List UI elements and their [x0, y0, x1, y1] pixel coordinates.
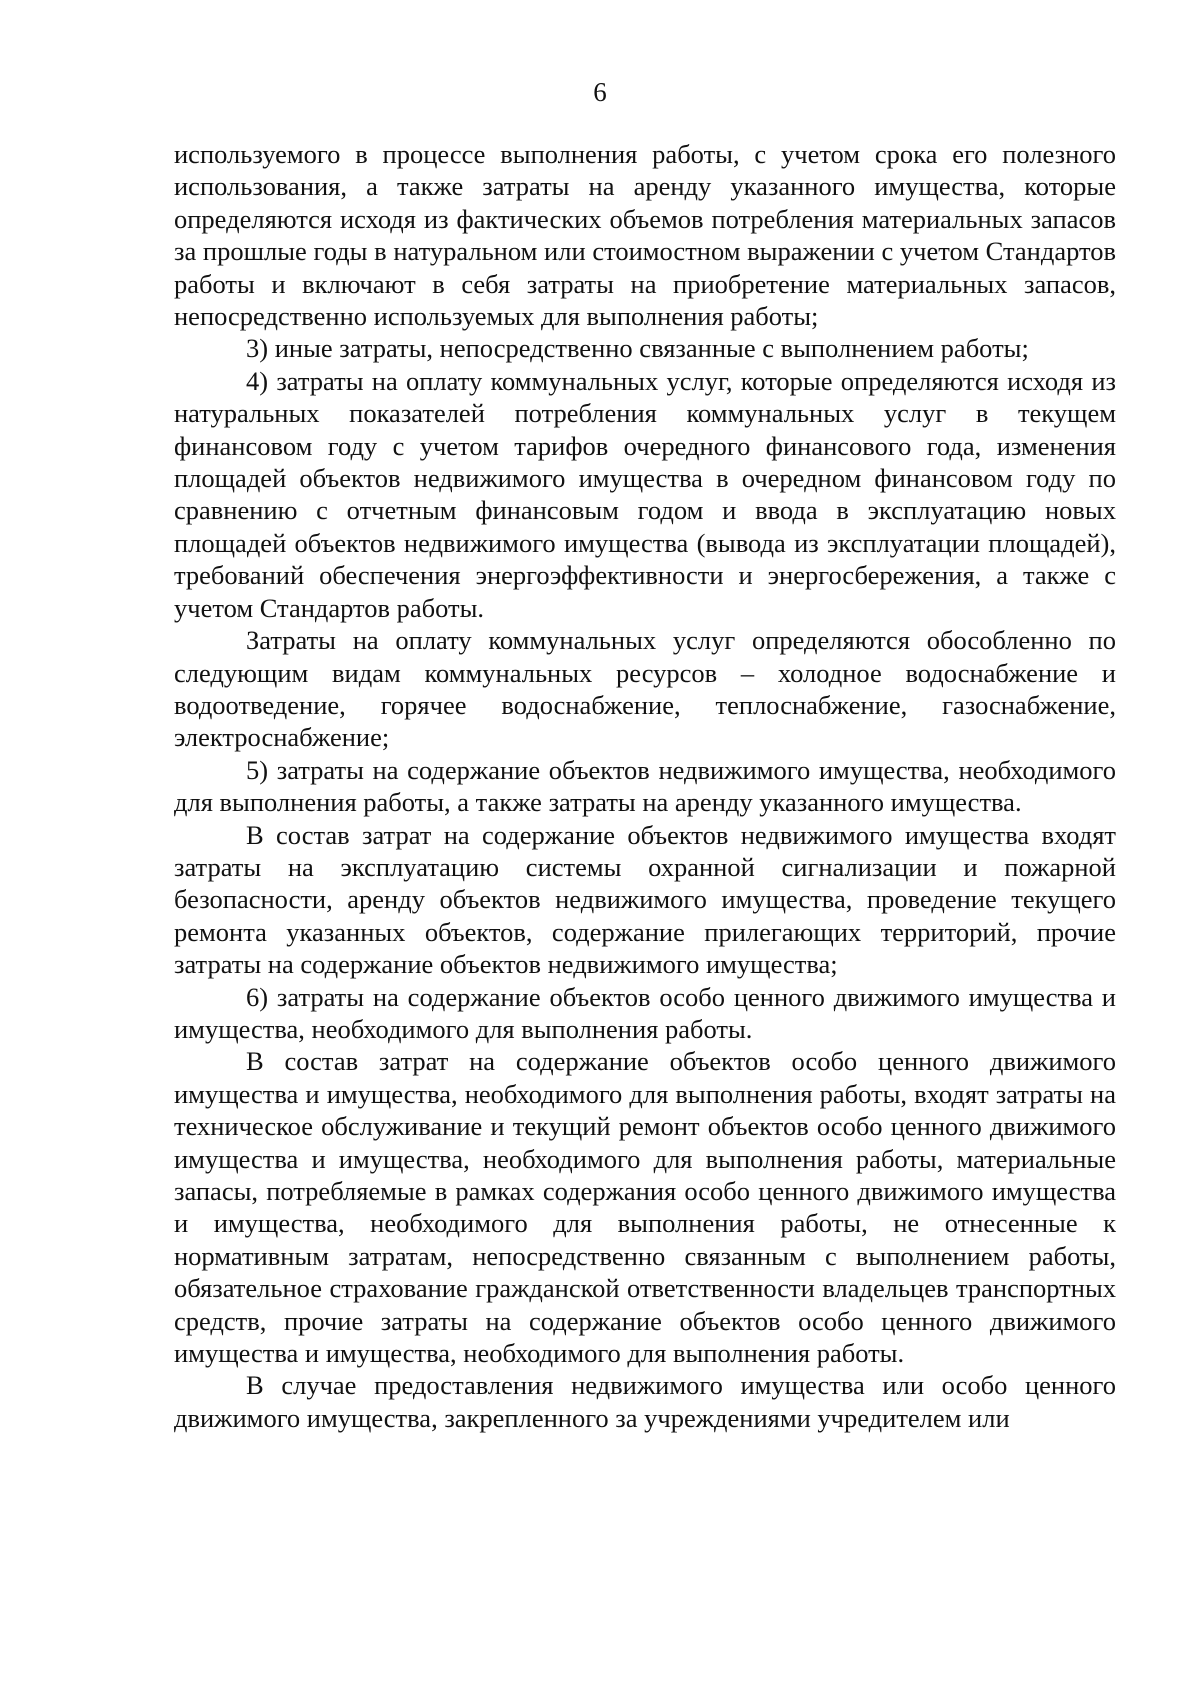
paragraph: В состав затрат на содержание объектов недвижимого имущества входят затраты на эксплуатацию системы охранной сигнализации и пожарной безопасности, аренду объектов недвижимого имущества, проведение текущего ремонта указанных объектов, содержание прилегающих территорий, прочие затраты на содержание объектов недвижимого имущества; [174, 819, 1116, 980]
paragraph: В случае предоставления недвижимого имущества или особо ценного движимого имущества, закрепленного за учреждениями учредителем или [174, 1370, 1116, 1433]
paragraph: Затраты на оплату коммунальных услуг определяются обособленно по следующим видам коммунальных ресурсов – холодное водоснабжение и водоотведение, горячее водоснабжение, теплоснабжение, газоснабжение, электроснабжение; [174, 625, 1116, 753]
paragraph: В состав затрат на содержание объектов особо ценного движимого имущества и имущества, необходимого для выполнения работы, входят затраты на техническое обслуживание и текущий ремонт объектов особо ценного движимого имущества и имущества, необходимого для выполнения работы, материальные запасы, потребляемые в рамках содержания особо ценного движимого имущества и имущества, необходимого для выполнения работы, не отнесенные к нормативным затратам, непосредственно связанным с выполнением работы, обязательное страхование гражданской ответственности владельцев транспортных средств, прочие затраты на содержание объектов особо ценного движимого имущества и имущества, необходимого для выполнения работы. [174, 1046, 1116, 1369]
document-body [174, 138, 1116, 1434]
paragraph: 6) затраты на содержание объектов особо ценного движимого имущества и имущества, необходимого для выполнения работы. [174, 981, 1116, 1044]
paragraph: 5) затраты на содержание объектов недвижимого имущества, необходимого для выполнения работы, а также затраты на аренду указанного имущества. [174, 754, 1116, 818]
paragraph: используемого в процессе выполнения работы, с учетом срока его полезного использования, а также затраты на аренду указанного имущества, которые определяются исходя из фактических объемов потребления материальных запасов за прошлые годы в натуральном или стоимостном выражении с учетом Стандартов работы и включают в себя затраты на приобретение материальных запасов, непосредственно используемых для выполнения работы; [174, 139, 1116, 332]
page-number: 6 [593, 77, 607, 107]
paragraph: 3) иные затраты, непосредственно связанные с выполнением работы; [246, 333, 1029, 364]
paragraph: 4) затраты на оплату коммунальных услуг, которые определяются исходя из натуральных показателей потребления коммунальных услуг в текущем финансовом году с учетом тарифов очередного финансового года, изменения площадей объектов недвижимого имущества в очередном финансовом году по сравнению с отчетным финансовым годом и ввода в эксплуатацию новых площадей объектов недвижимого имущества (вывода из эксплуатации площадей), требований обеспечения энергоэффективности и энергосбережения, а также с учетом Стандартов работы. [174, 365, 1116, 623]
